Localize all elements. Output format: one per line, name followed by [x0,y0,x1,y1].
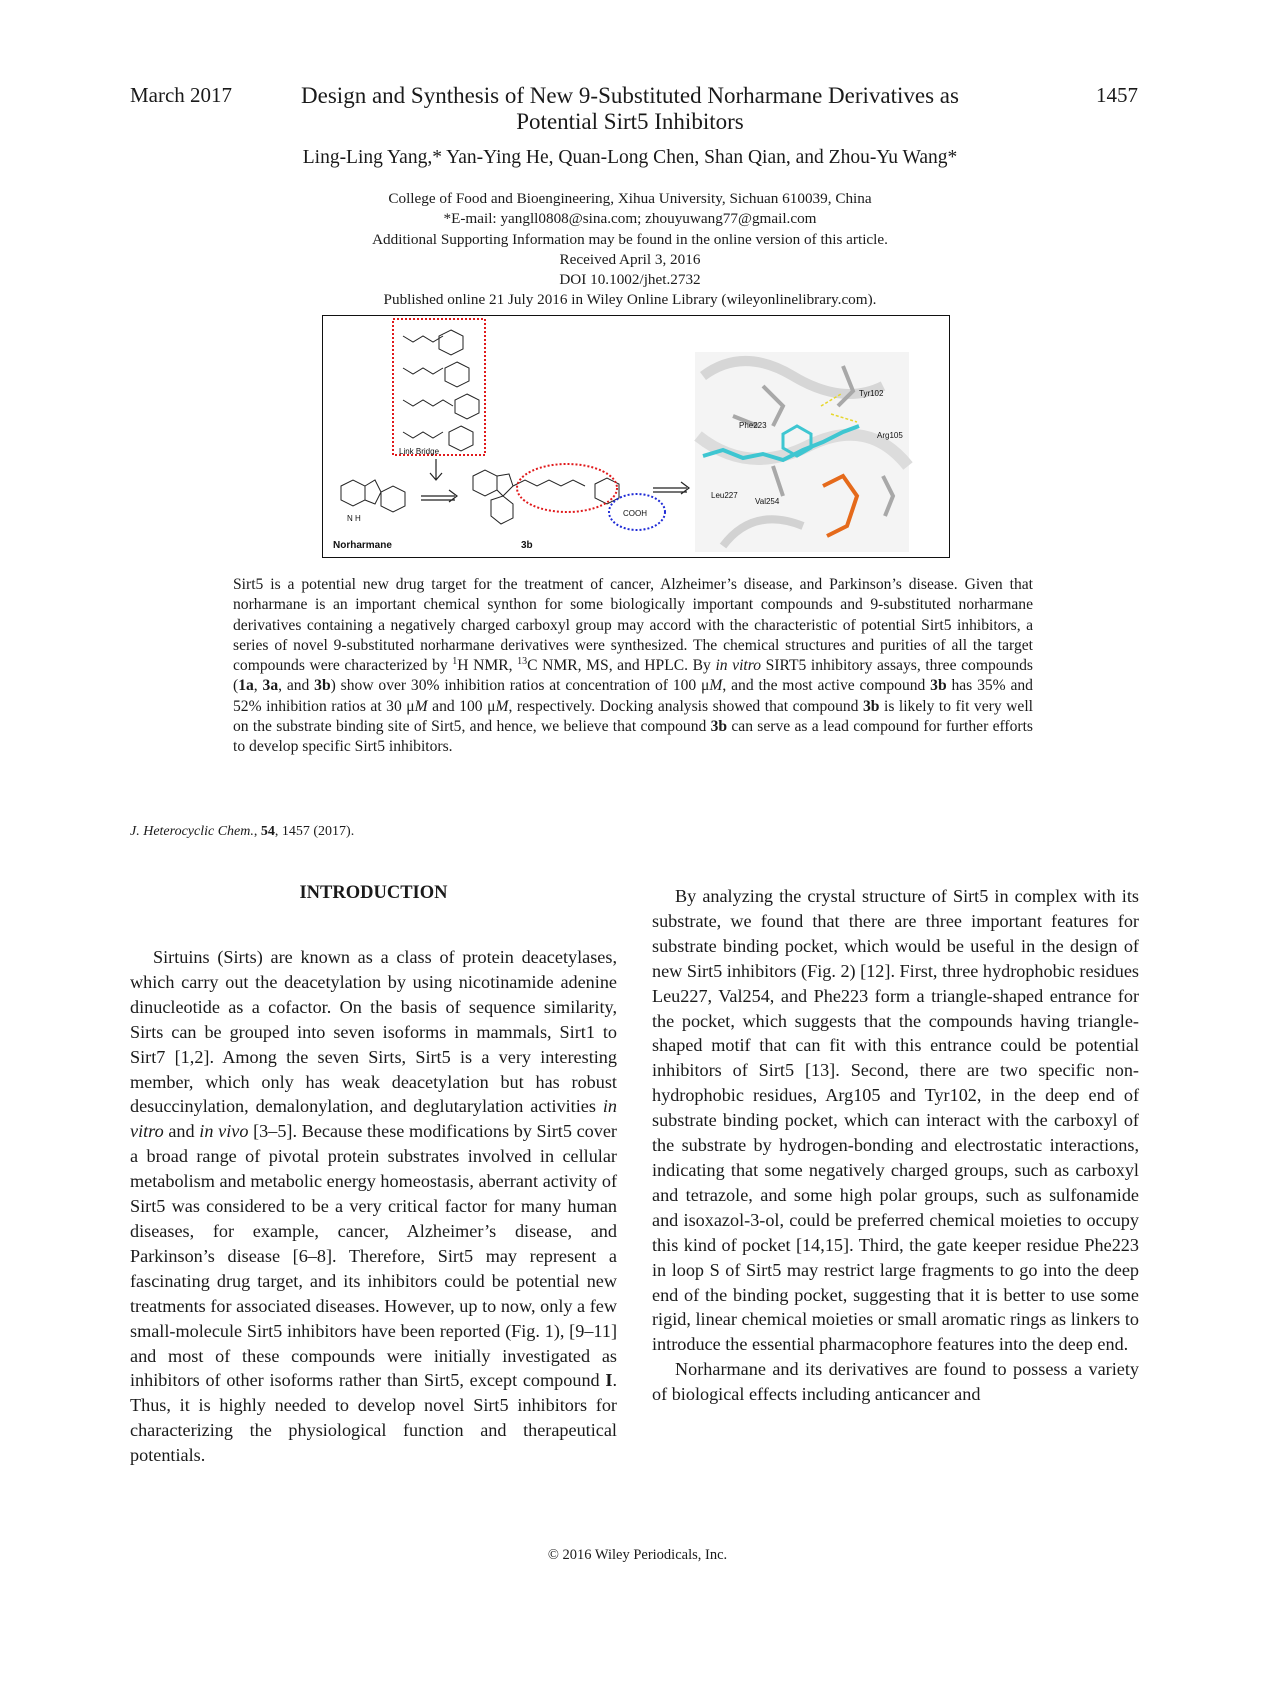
linker-highlight-ellipse [517,464,617,512]
intro-paragraph-3: Norharmane and its derivatives are found to possess a variety of biological effects including anticancer and [652,1359,1139,1405]
page-number: 1457 [1096,83,1138,107]
email-line: *E-mail: yangll0808@sina.com; zhouyuwang77@gmail.com [443,210,817,228]
abstract-text: H NMR, [457,657,518,675]
body-column-right [652,884,1139,1407]
superscript: 13 [517,656,528,667]
residue-tyr102: Tyr102 [859,389,884,398]
compound-ref: 1a [238,677,254,695]
docking-image [695,352,909,552]
right-arrow-2 [653,482,689,494]
abstract-text: , and [278,677,315,695]
compound-ref: 3b [314,677,331,695]
compound-3b-label: 3b [521,540,533,551]
intro-paragraph-2: By analyzing the crystal structure of Sirt5 in complex with its substrate, we found that there are three important features for substrate binding pocket, which would be useful in the design of new Sirt5 inhibitors (Fig. 2) [12]. First, three hydrophobic residues Leu227, Val254, and Phe223 form a triangle-shaped entrance for the pocket, which suggests that the compounds having triangle-shaped motif that can fit with this entrance could be potential inhibitors of Sirt5 [13]. Second, there are two specific non-hydrophobic residues, Arg105 and Tyr102, in the deep end of substrate binding pocket, which can interact with the carboxyl of the substrate by hydrogen-bonding and electrostatic interactions, indicating that some negatively charged groups, such as carboxyl and tetrazole, and some high polar groups, such as sulfonamide and isoxazol-3-ol, could be preferred chemical moieties to occupy this kind of pocket [14,15]. Third, the gate keeper residue Phe223 in loop S of Sirt5 may restrict large fragments to go into the deep end of the binding pocket, suggesting that it is better to use some rigid, linear chemical moieties or small aromatic rings as linkers to introduce the essential pharmacophore features into the deep end. [652,886,1139,1355]
cooh-label: COOH [623,509,647,518]
nh-label: N H [347,514,361,523]
residue-arg105: Arg105 [877,431,903,440]
superscript: 1 [452,656,458,667]
italic-unit: M [709,677,723,695]
paragraph-text: [3–5]. Because these modifications by Sirt5 cover a broad range of pivotal protein substrates involved in cellular metabolism and metabolic energy homeostasis, aberrant activity of Sirt5 was considered to be a very critical factor for many human diseases, for example, cancer, Alzheimer’s disease, and Parkinson’s disease [6–8]. Therefore, Sirt5 may represent a fascinating drug target, and its inhibitors could be potential new treatments for associated diseases. However, up to now, only a few small-molecule Sirt5 inhibitors have been reported (Fig. 1), [9–11] and most of these compounds were initially investigated as inhibitors of other isoforms rather than Sirt5, except compound [130,1121,617,1391]
abstract [233,575,1033,758]
abstract-text: can serve as a lead compound for further efforts to develop specific Sirt5 inhibitors. [233,718,1033,756]
abstract-text: and 100 μ [427,697,496,715]
compound-ref: I [605,1370,613,1391]
italic-term: in vitro [715,657,762,675]
article-metadata [250,189,1010,311]
journal-volume: 54 [260,824,275,839]
abstract-text: , and the most active compound [722,677,931,695]
body-column-left [130,945,617,1468]
compound-ref: 3b [710,718,728,736]
right-arrow-1 [421,490,457,502]
journal-name: J. Heterocyclic Chem. [130,824,254,839]
journal-citation [130,824,354,840]
compound-ref: 3b [862,697,880,715]
italic-term: in vivo [199,1121,249,1142]
affiliation: College of Food and Bioengineering, Xihua University, Sichuan 610039, China [388,190,872,207]
italic-unit: M [414,697,428,715]
linker-structures [403,330,479,451]
copyright-footer: © 2016 Wiley Periodicals, Inc. [547,1547,728,1563]
title-line-1: Design and Synthesis of New 9-Substituted Norharmane Derivatives as [301,83,959,108]
down-arrow [430,459,442,480]
italic-unit: M [495,697,509,715]
paragraph-text: . Thus, it is highly needed to develop novel Sirt5 inhibitors for characterizing the physiological function and therapeutical potentials. [130,1370,617,1466]
abstract-text: ) show over 30% inhibition ratios at concentration of 100 μ [330,677,710,695]
abstract-text: Sirt5 is a potential new drug target for the treatment of cancer, Alzheimer’s disease, and Parkinson’s disease. Given that norharmane is an important chemical synthon for some biologically important compounds and 9-substituted norharmane derivatives containing a negatively charged carboxyl group may accord with the characteristic of potential Sirt5 inhibitors, a series of novel 9-substituted norharmane derivatives were synthesized. The chemical structures and purities of all the target compounds were characterized by [233,576,1033,675]
journal-date: March 2017 [130,83,233,107]
title-line-2: Potential Sirt5 Inhibitors [516,109,744,134]
abstract-text: is likely to fit very well on the substrate binding site of Sirt5, and hence, we believe that compound [233,697,1033,736]
abstract-text: has 35% and 52% inhibition ratios at 30 μ [233,677,1033,715]
norharmane-label: Norharmane [333,540,392,551]
section-heading-introduction: INTRODUCTION [299,883,448,903]
compound-3b-structure [473,470,619,524]
citation-pages: , 1457 (2017). [274,824,355,839]
paragraph-text: and [163,1121,200,1142]
citation-sep: , [253,824,261,839]
paragraph-text: Sirtuins (Sirts) are known as a class of protein deacetylases, which carry out the deacetylation by using nicotinamide adenine dinucleotide as a cofactor. On the basis of sequence similarity, Sirts can be grouped into seven isoforms in mammals, Sirt1 to Sirt7 [1,2]. Among the seven Sirts, Sirt5 is a very interesting member, which only has weak deacetylation but has robust desuccinylation, demalonylation, and deglutarylation activities [130,947,617,1117]
author-list: Ling-Ling Yang,* Yan-Ying He, Quan-Long Chen, Shan Qian, and Zhou-Yu Wang* [302,147,958,168]
supporting-info-note: Additional Supporting Information may be found in the online version of this article. [372,230,888,248]
received-date: Received April 3, 2016 [559,250,701,268]
graphical-abstract-svg [323,316,950,558]
residue-val254: Val254 [755,497,780,506]
italic-term: in vitro [130,1096,617,1142]
compound-ref: 3a [262,677,279,695]
compound-ref: 3b [930,677,947,695]
intro-paragraph-1 [130,945,617,1468]
link-bridge-label: Link Bridge [399,447,440,456]
graphical-abstract [322,315,950,558]
abstract-text: SIRT5 inhibitory assays, three compounds ( [233,657,1033,695]
residue-phe223: Phe223 [739,421,767,430]
residue-leu227: Leu227 [711,491,738,500]
abstract-text: , [253,677,263,695]
published-online: Published online 21 July 2016 in Wiley Online Library (wileyonlinelibrary.com). [383,291,877,309]
abstract-text: C NMR, MS, and HPLC. By [527,657,716,675]
abstract-text: , respectively. Docking analysis showed that compound [508,697,863,715]
article-title [250,83,1010,135]
doi: DOI 10.1002/jhet.2732 [559,271,701,289]
norharmane-structure [341,480,405,512]
